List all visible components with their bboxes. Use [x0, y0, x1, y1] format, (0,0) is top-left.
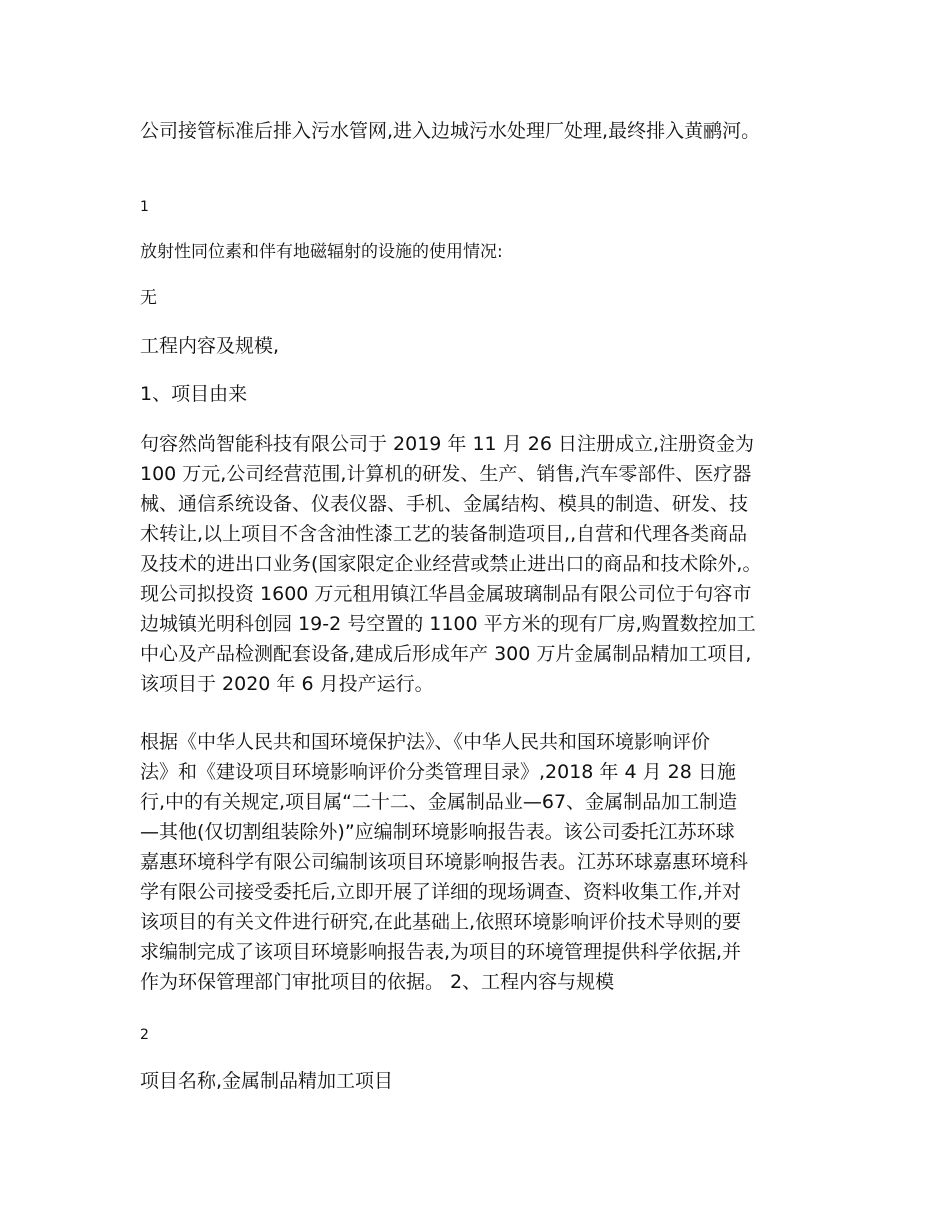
page-number-2: 2 — [140, 1027, 149, 1043]
paragraph-line: 法》和《建设项目环境影响评价分类管理目录》,2018 年 4 月 28 日施 — [140, 761, 736, 783]
page-number-1: 1 — [140, 199, 149, 215]
paragraph-line: 句容然尚智能科技有限公司于 2019 年 11 月 26 日注册成立,注册资金为 — [140, 433, 754, 455]
text-line-wastewater: 公司接管标准后排入污水管网,进入边城污水处理厂处理,最终排入黄鹂河。 — [140, 120, 761, 142]
subsection-heading-origin: 1、项目由来 — [140, 383, 248, 405]
paragraph-line: 中心及产品检测配套设备,建成后形成年产 300 万片金属制品精加工项目, — [140, 643, 752, 665]
paragraph-line: 术转让,以上项目不含含油性漆工艺的装备制造项目,,自营和代理各类商品 — [140, 523, 748, 545]
paragraph-line: 学有限公司接受委托后,立即开展了详细的现场调查、资料收集工作,并对 — [140, 881, 742, 903]
paragraph-line: 械、通信系统设备、仪表仪器、手机、金属结构、模具的制造、研发、技 — [140, 493, 749, 515]
section-title: 工程内容及规模, — [140, 335, 280, 357]
paragraph-line: 根据《中华人民共和国环境保护法》、《中华人民共和国环境影响评价 — [140, 731, 711, 753]
paragraph-line: 100 万元,公司经营范围,计算机的研发、生产、销售,汽车零部件、医疗器 — [140, 463, 752, 485]
paragraph-project-origin — [140, 429, 820, 699]
paragraph-line: 现公司拟投资 1600 万元租用镇江华昌金属玻璃制品有限公司位于句容市 — [140, 583, 752, 605]
paragraph-line: 嘉惠环境科学有限公司编制该项目环境影响报告表。江苏环球嘉惠环境科 — [140, 851, 749, 873]
paragraph-regulations — [140, 727, 820, 997]
paragraph-line: 边城镇光明科创园 19-2 号空置的 1100 平方米的现有厂房,购置数控加工 — [140, 613, 756, 635]
paragraph-line: 该项目于 2020 年 6 月投产运行。 — [140, 673, 434, 695]
paragraph-line: 行,中的有关规定,项目属“二十二、金属制品业—67、金属制品加工制造 — [140, 791, 738, 813]
paragraph-line: 求编制完成了该项目环境影响报告表,为项目的环境管理提供科学依据,并 — [140, 941, 742, 963]
radioactive-value: 无 — [140, 288, 157, 308]
project-name-line: 项目名称,金属制品精加工项目 — [140, 1070, 394, 1092]
paragraph-line: 及技术的进出口业务(国家限定企业经营或禁止进出口的商品和技术除外,。 — [140, 553, 762, 575]
radioactive-label: 放射性同位素和伴有地磁辐射的设施的使用情况: — [140, 242, 503, 262]
paragraph-line: —其他(仅切割组装除外)”应编制环境影响报告表。该公司委托江苏环球 — [140, 821, 735, 843]
paragraph-line: 作为环保管理部门审批项目的依据。 2、工程内容与规模 — [140, 971, 615, 993]
paragraph-line: 该项目的有关文件进行研究,在此基础上,依照环境影响评价技术导则的要 — [140, 911, 742, 933]
